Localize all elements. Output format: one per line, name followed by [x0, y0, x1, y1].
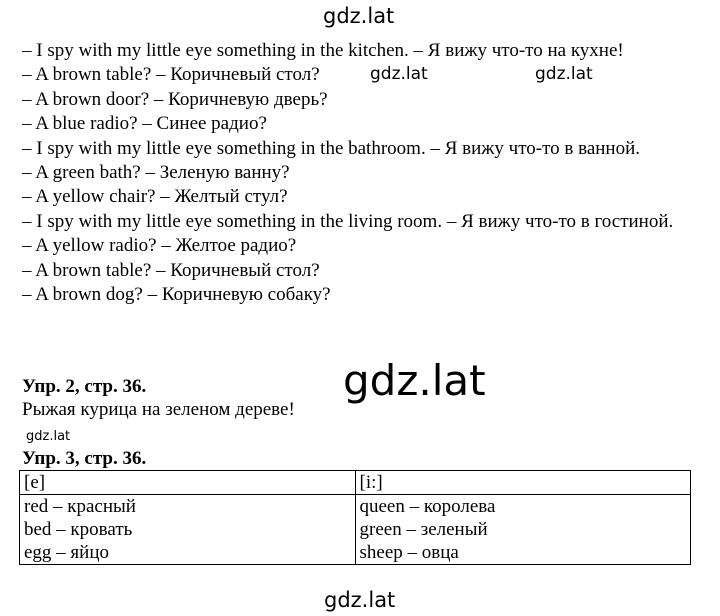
table-cell: queen – королева — [355, 495, 691, 519]
dialog-line: – I spy with my little eye something in the living room. – Я вижу что-то в гостиной. — [22, 210, 674, 232]
watermark-small: gdz.lat — [26, 429, 71, 444]
table-row — [20, 518, 691, 541]
table-header-row — [20, 471, 691, 495]
watermark-bottom: gdz.lat — [324, 588, 396, 612]
table-cell: egg – яйцо — [20, 541, 356, 565]
dialog-line: – A brown door? – Коричневую дверь? — [22, 88, 328, 110]
watermark-large: gdz.lat — [343, 356, 486, 405]
dialog-line: – A green bath? – Зеленую ванну? — [22, 162, 290, 184]
exercise-3-heading: Упр. 3, стр. 36. — [22, 448, 147, 469]
dialog-line: – A blue radio? – Синее радио? — [22, 113, 267, 135]
dialog-list — [22, 39, 712, 307]
watermark-top: gdz.lat — [323, 4, 395, 28]
watermark-inline-b: gdz.lat — [535, 64, 593, 84]
dialog-line: – I spy with my little eye something in the bathroom. – Я вижу что-то в ванной. — [22, 137, 641, 159]
table-cell: green – зеленый — [355, 518, 691, 541]
dialog-line: – A brown table? – Коричневый стол? — [22, 259, 320, 281]
dialog-line: – I spy with my little eye something in the kitchen. – Я вижу что-то на кухне! — [22, 40, 624, 61]
watermark-inline-a: gdz.lat — [370, 64, 428, 84]
table-row — [20, 495, 691, 519]
sound-words-table — [19, 470, 691, 565]
table-cell: sheep – овца — [355, 541, 691, 565]
dialog-line: – A yellow chair? – Желтый стул? — [22, 186, 288, 208]
header-cell-i: [i:] — [355, 471, 691, 495]
exercise-2-text: Рыжая курица на зеленом дереве! — [22, 399, 295, 420]
exercise-2-heading: Упр. 2, стр. 36. — [22, 376, 147, 397]
table-row — [20, 541, 691, 565]
header-cell-e: [e] — [20, 471, 356, 495]
table-cell: bed – кровать — [20, 518, 356, 541]
dialog-line: – A yellow radio? – Желтое радио? — [22, 235, 297, 257]
dialog-line: – A brown dog? – Коричневую собаку? — [22, 284, 331, 306]
dialog-line: – A brown table? – Коричневый стол? — [22, 64, 320, 86]
table-cell: red – красный — [20, 495, 356, 519]
